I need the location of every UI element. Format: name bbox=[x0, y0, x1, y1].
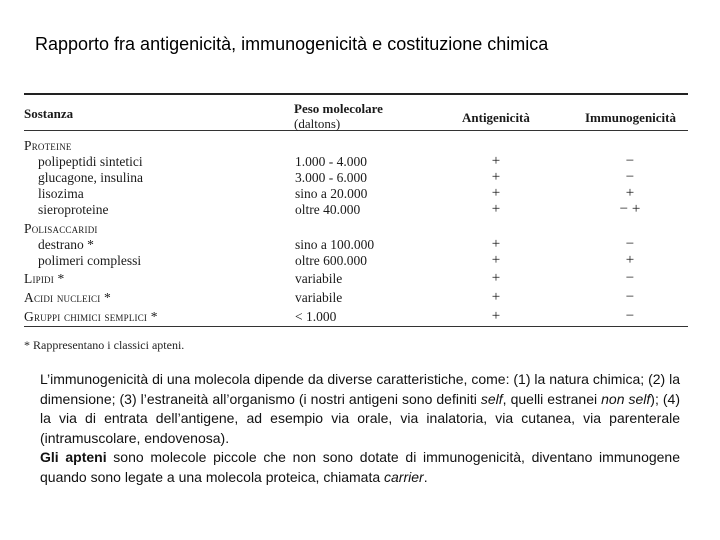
row-immunogenicita: + bbox=[625, 185, 635, 201]
row-antigenicita: + bbox=[491, 308, 501, 324]
para-mid: , quelli estranei bbox=[502, 390, 602, 407]
row-name: Proteine bbox=[24, 138, 72, 153]
row-name: Gruppi chimici semplici * bbox=[24, 309, 158, 324]
header-sostanza: Sostanza bbox=[24, 106, 74, 121]
row-peso: sino a 100.000 bbox=[295, 237, 375, 252]
table-row bbox=[24, 170, 688, 186]
row-immunogenicita: − bbox=[625, 289, 635, 305]
row-name: sieroproteine bbox=[38, 202, 109, 217]
header-peso-line1: Peso molecolare bbox=[294, 101, 383, 116]
para-rest: ); (4) la via di entrata dell’antigene, ad esempio via orale, via inalatoria, via cutanea, via parenterale (intramuscolare, endovenosa). bbox=[40, 390, 680, 446]
row-name: polipeptidi sintetici bbox=[38, 154, 143, 169]
row-immunogenicita: − bbox=[625, 236, 635, 252]
header-peso-line2: (daltons) bbox=[294, 116, 341, 131]
row-name: destrano * bbox=[38, 237, 94, 252]
table-row bbox=[24, 237, 688, 253]
row-antigenicita: + bbox=[491, 185, 501, 201]
row-peso: oltre 40.000 bbox=[295, 202, 361, 217]
row-peso: 1.000 - 4.000 bbox=[295, 154, 367, 169]
row-name: polimeri complessi bbox=[38, 253, 142, 268]
table-row bbox=[24, 138, 688, 154]
row-peso: variabile bbox=[295, 290, 343, 305]
row-peso: 3.000 - 6.000 bbox=[295, 170, 367, 185]
table-row bbox=[24, 154, 688, 170]
row-immunogenicita: − bbox=[625, 153, 635, 169]
row-antigenicita: + bbox=[491, 169, 501, 185]
para-non-self: non self bbox=[601, 390, 651, 407]
table-row bbox=[24, 253, 688, 269]
row-antigenicita: + bbox=[491, 289, 501, 305]
slide-title: Rapporto fra antigenicità, immunogenicità e costituzione chimica bbox=[35, 34, 549, 54]
row-immunogenicita: − bbox=[625, 169, 635, 185]
table-row bbox=[24, 202, 688, 218]
row-antigenicita: + bbox=[491, 201, 501, 217]
row-name: Lipidi * bbox=[24, 271, 65, 286]
para-carrier: carrier bbox=[384, 468, 424, 485]
row-name: lisozima bbox=[38, 186, 84, 201]
row-peso: oltre 600.000 bbox=[295, 253, 367, 268]
header-immunogenicita: Immunogenicità bbox=[585, 110, 676, 125]
paragraph-immunogenicita bbox=[40, 370, 680, 448]
table-row bbox=[24, 186, 688, 202]
row-antigenicita: + bbox=[491, 236, 501, 252]
row-immunogenicita: − bbox=[625, 270, 635, 286]
header-antigenicita: Antigenicità bbox=[462, 110, 530, 125]
table-row bbox=[24, 290, 688, 306]
para-intro: L’immunogenicità di una molecola dipende da diverse caratteristiche, come: (1) la natura chimica; (2) la dimensione; (3) l’estraneità all’organismo (i nostri antigeni sono definiti bbox=[40, 371, 680, 407]
table-body bbox=[24, 135, 688, 324]
table-row bbox=[24, 271, 688, 287]
row-antigenicita: + bbox=[491, 252, 501, 268]
para-apteni-label: Gli apteni bbox=[40, 449, 107, 465]
row-peso: variabile bbox=[295, 271, 343, 286]
paragraph-apteni bbox=[40, 448, 680, 487]
row-peso: sino a 20.000 bbox=[295, 186, 368, 201]
table-row bbox=[24, 221, 688, 237]
row-name: Acidi nucleici * bbox=[24, 290, 111, 305]
body-paragraph bbox=[40, 370, 680, 487]
para-self: self bbox=[480, 390, 503, 407]
para-apteni-text: sono molecole piccole che non sono dotate di immunogenicità, diventano immunogene quando sono legate a una molecola proteica, chiamata bbox=[40, 449, 680, 485]
row-immunogenicita: + bbox=[625, 252, 635, 268]
row-immunogenicita: − bbox=[625, 308, 635, 324]
table-header bbox=[24, 95, 688, 131]
row-immunogenicita: − + bbox=[619, 201, 641, 217]
row-antigenicita: + bbox=[491, 270, 501, 286]
row-name: Polisaccaridi bbox=[24, 221, 98, 236]
table-bottom-rule bbox=[24, 326, 688, 327]
header-peso bbox=[294, 101, 383, 131]
para-end: . bbox=[423, 468, 428, 485]
table-row bbox=[24, 309, 688, 325]
row-peso: < 1.000 bbox=[295, 309, 337, 324]
antigenicity-table bbox=[24, 93, 688, 327]
row-name: glucagone, insulina bbox=[38, 170, 143, 185]
table-footnote: * Rappresentano i classici apteni. bbox=[24, 338, 185, 352]
row-antigenicita: + bbox=[491, 153, 501, 169]
